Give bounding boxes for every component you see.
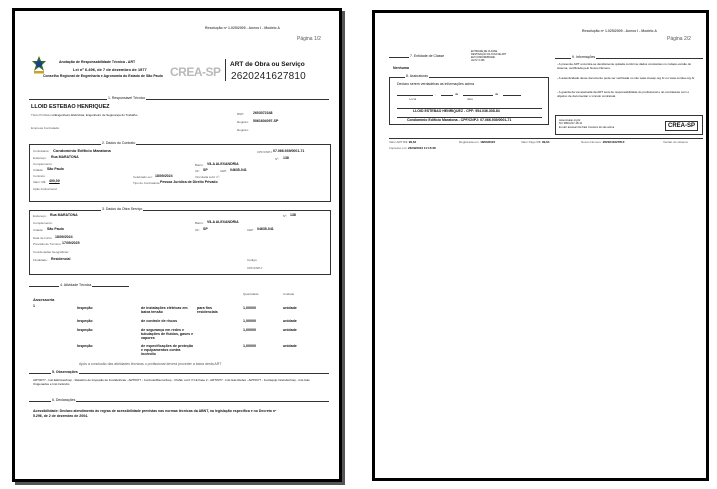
start-date-value: 18/09/2024 xyxy=(55,235,73,239)
title-value: Engenheiro Eletricista, Engenheiro de Segurança do Trabalho xyxy=(55,113,138,117)
section-6-title: 6. Declarações xyxy=(52,398,76,402)
work-address-value: Rua MARATONA xyxy=(50,213,78,217)
activity-object: de especificações de proteção e equipamentos contra incêndio xyxy=(141,344,194,357)
rnp-label: RNP: xyxy=(237,112,245,116)
section-2-title: 2. Dados do Contrato xyxy=(102,141,136,145)
work-cpf-label: CPF/CNPJ: xyxy=(247,266,263,270)
activity-type: Inspeção xyxy=(77,328,93,332)
contract-cpf-label: CPF/CNPJ: xyxy=(257,150,273,154)
rnp-value: 2603072348 xyxy=(253,111,273,115)
contract-city-label: Cidade: xyxy=(33,168,44,172)
info-item: - A presente ART encontra-se devidamente quitada conforme dados constantes no rodapé-versão do sistema, certificada pelo Nosso Número. xyxy=(557,62,692,70)
work-city-label: Cidade: xyxy=(33,228,44,232)
activity-group-num: 1 xyxy=(33,304,35,308)
our-number-value: 2620241627810 xyxy=(602,140,625,144)
art-number: 2620241627810 xyxy=(231,71,306,82)
action-label: Ação Institucional: xyxy=(33,187,58,191)
activity-qty: 1,00000 xyxy=(243,344,256,348)
declarations-text: Acessibilidade: Declaro atendimento às regras de acessibilidade previstas nas normas técnicas da ABNT, na legislação específica e no Decreto nº 5.296, de 2 de dezembro de 2004. xyxy=(33,409,277,418)
activity-type: Inspeção xyxy=(77,306,93,310)
unit-header: Unidade xyxy=(283,292,295,296)
class-entity-note: LEI Nº 6.496 xyxy=(471,59,485,62)
class-entity-note: DESTINAÇÃO DA TAXA DE ART xyxy=(471,53,507,56)
activity-type: Inspeção xyxy=(77,319,93,323)
printed-label: Impresso em: xyxy=(389,146,408,150)
document-page-1 xyxy=(12,8,342,482)
contract-address-value: Rua MARATONA xyxy=(51,155,79,159)
professional-name: LLOID ESTEBAO HENRIQUEZ xyxy=(31,104,110,110)
activity-group: Assessoria xyxy=(33,297,55,302)
contract-city-value: São Paulo xyxy=(47,167,64,171)
law-line-2: Lei nº 6.496, de 7 de dezembro de 1977 xyxy=(73,67,147,72)
paid-group xyxy=(521,141,549,144)
page-number-2: Página 2/2 xyxy=(667,36,691,42)
system-version: Versão do sistema xyxy=(663,140,688,144)
contract-uf-label: UF: xyxy=(195,169,200,173)
activity-unit: unidade xyxy=(283,306,297,310)
our-number-group xyxy=(581,141,624,144)
section-3-title: 3. Dados da Obra Serviço xyxy=(102,207,143,211)
contract-value-label: Valor: R$ xyxy=(33,180,46,184)
activity-object: de controle de riscos xyxy=(141,319,178,323)
contractor-type-value: Pessoa Jurídica de Direito Privado xyxy=(160,180,218,184)
paid-label: Valor Pago R$: xyxy=(521,140,542,144)
signer-contractor: Condomínio Edifício Maratona - CPF/CNPJ: 07.066.939/0001-71 xyxy=(407,118,512,122)
work-num-label: Nº: xyxy=(283,214,288,218)
our-number-label: Nosso Numero: xyxy=(581,140,602,144)
work-address-label: Endereço: xyxy=(33,214,47,218)
contact-line: Tel: 0800-017-18-11 xyxy=(559,122,583,126)
activity-goal: para fins residenciais xyxy=(197,306,218,315)
work-num-value: 138 xyxy=(290,213,296,217)
registration-2-label: Registro: xyxy=(237,128,250,132)
contract-label: Contrato: xyxy=(33,174,46,178)
activity-qty: 1,00000 xyxy=(243,306,256,310)
section-5-title: 5. Observações xyxy=(52,370,78,374)
contract-num-value: 138 xyxy=(283,156,289,160)
info-item: - A autenticidade deste documento pode ser verificada no site www.creasp.org.br ou www.confea.org.br xyxy=(557,76,695,80)
council-name: Conselho Regional de Engenharia e Agronomia do Estado de São Paulo xyxy=(43,74,163,78)
work-cep-label: CEP: xyxy=(247,228,255,232)
work-district-value: VILA ALEXANDRIA xyxy=(207,220,239,224)
company-label: Empresa Contratada: xyxy=(31,126,60,130)
title-label: Título Profissional: xyxy=(31,113,56,117)
document-page-2: Resolução nº 1.025/2009 - Anexo I - Modelo A Página 2/2 7. Entidade de Classe Nenhuma ENTIDADE DE CLASSE DESTINAÇÃO DA TAXA DE ART EM CONFORMIDADE LEI Nº 6.496 8. Assinaturas Declaro serem verdadeiras as informações acima , de de Local data LLOID ESTEBAO HENRIQUEZ - CPF: 954.036.308-84 Condomínio Edifício Maratona - CPF/CNPJ: 07.066.939/0001-71 9. Informações - A presente ART encontra-se devidamente quitada conforme dados constantes no rodapé-versão do sistema, certificada pelo Nosso Número. - A autenticidade deste documento pode ser verificada no site www.creasp.org.br ou www.confea.org.br - A guarda da via assinada da ART será de responsabilidade do profissional e do contratante com o objetivo de documentar o vínculo contratual. www.creasp.org.br Tel: 0800-017-18-11 E-mail: acessar link Fale Conosco do site acima CREA-SP Valor ART R$: 99,64 Registrada em: 18/09/2024 Valor Pago R$: 99,64 Nosso Numero: 2620241627810 Versão do sistema Impresso em: 23/09/2024 11:15:38 xyxy=(372,10,709,481)
class-entity-notes xyxy=(471,50,506,62)
work-uf-value: SP xyxy=(203,227,208,231)
contact-line: www.creasp.org.br xyxy=(559,119,581,122)
crea-sp-logo: CREA-SP xyxy=(170,65,221,79)
contract-cep-value: 04635-041 xyxy=(230,168,247,172)
resolution-header-2: Resolução nº 1.025/2009 - Anexo I - Modelo A xyxy=(582,29,657,33)
section-1-title: 1. Responsável Técnico xyxy=(108,96,146,100)
activity-unit: unidade xyxy=(283,319,297,323)
date-label: data xyxy=(467,97,473,101)
registered-group xyxy=(459,141,495,144)
observations-text: ART0077 - Inst.Elétricas/Insp - Relatório de Inspeção de Inst.Elétricas - ART0077 - Controle/Riscos/Insp - CNAE: conf. P.I.E Fase 2 - ART0077 - Inst.Gás Redes - ART0077 - Inst.Equip.Incêndio/Insp - Inst.Gás Oxigenados e Inst.Incêndio xyxy=(33,378,310,386)
paid-value: 99,64 xyxy=(541,140,550,144)
contractor-value: Condomínio Edifício Maratona xyxy=(53,148,111,153)
registered-label: Registrada em: xyxy=(459,140,480,144)
activity-object: de segurança em redes e tubulações de fluidos, gases e vapores xyxy=(141,328,194,341)
quantity-header: Quantidade xyxy=(243,292,259,296)
activity-unit: unidade xyxy=(283,344,297,348)
code-label: Código: xyxy=(247,258,258,262)
section-9-title: 9. Informações xyxy=(572,55,596,59)
registration-value: 5061604097-SP xyxy=(253,119,279,123)
printed-value: 23/09/2024 11:15:38 xyxy=(408,146,436,150)
contract-value: 400,00 xyxy=(49,179,60,183)
footer-row xyxy=(389,141,416,144)
registration-label: Registro: xyxy=(237,120,250,124)
signed-date-label: Celebrado em: xyxy=(133,175,153,179)
work-district-label: Bairro: xyxy=(195,221,204,225)
contract-num-label: Nº: xyxy=(275,157,280,161)
activity-type: Inspeção xyxy=(77,344,93,348)
section-8-title: 8. Assinaturas xyxy=(406,74,428,78)
work-cep-value: 04635-041 xyxy=(257,227,274,231)
linked-art-label: Vinculada à Art nº: xyxy=(195,175,220,179)
contract-district-value: VILA ALEXANDRIA xyxy=(207,162,239,166)
contract-cep-label: CEP: xyxy=(220,169,228,173)
end-date-label: Previsão de Término: xyxy=(33,242,62,246)
coords-label: Coordenadas Geográficas: xyxy=(33,250,69,254)
art-value-label: Valor ART R$: xyxy=(389,140,408,144)
contract-complement-label: Complemento: xyxy=(33,162,53,166)
activity-note: Após a conclusão das atividades técnicas o profissional deverá proceder a baixa desta ART xyxy=(79,362,222,366)
work-uf-label: UF: xyxy=(195,228,200,232)
contract-uf-value: SP xyxy=(203,168,208,172)
activity-object: de instalações elétricas em baixa tensão xyxy=(141,306,188,315)
end-date-value: 17/09/2025 xyxy=(62,241,80,245)
contractor-type-label: Tipo de Contratante: xyxy=(133,181,161,185)
activity-qty: 1,00000 xyxy=(243,319,256,323)
law-line-1: Anotação de Responsabilidade Técnica - ART xyxy=(59,60,136,64)
crea-sp-logo-2: CREA-SP xyxy=(665,121,698,131)
registered-value: 18/09/2024 xyxy=(480,140,496,144)
contact-line: E-mail: acessar link Fale Conosco do site acima xyxy=(559,125,615,129)
contract-address-label: Endereço: xyxy=(33,156,47,160)
section-4-title: 4. Atividade Técnica xyxy=(60,283,92,287)
activity-unit: unidade xyxy=(283,328,297,332)
brazil-coat-of-arms-icon xyxy=(31,55,47,75)
art-title: ART de Obra ou Serviço xyxy=(230,61,305,68)
resolution-header: Resolução nº 1.025/2009 - Anexo I - Modelo A xyxy=(205,26,280,30)
page-number: Página 1/2 xyxy=(297,36,321,42)
work-city-value: São Paulo xyxy=(47,227,64,231)
signer-professional: LLOID ESTEBAO HENRIQUEZ - CPF: 954.036.308-84 xyxy=(413,109,500,113)
contact-lines xyxy=(559,119,614,129)
start-date-label: Data de Início: xyxy=(33,236,53,240)
printed-group xyxy=(389,147,436,150)
class-entity-note: EM CONFORMIDADE xyxy=(471,56,495,59)
local-label: Local xyxy=(409,97,417,101)
section-7-title: 7. Entidade de Classe xyxy=(410,54,445,58)
class-entity-value: Nenhuma xyxy=(393,66,409,70)
contractor-label: Contratante: xyxy=(33,149,50,153)
contract-cpf-value: 07.066.939/0001-71 xyxy=(273,149,305,153)
contract-district-label: Bairro: xyxy=(195,163,204,167)
art-value: 99,64 xyxy=(408,140,417,144)
activity-qty: 1,00000 xyxy=(243,328,256,332)
purpose-value: Residencial xyxy=(51,257,71,261)
class-entity-note: ENTIDADE DE CLASSE xyxy=(471,50,498,53)
info-item: - A guarda da via assinada da ART será de responsabilidade do profissional e do contratante com o objetivo de documentar o vínculo contratual. xyxy=(557,90,690,98)
purpose-label: Finalidade: xyxy=(33,258,48,262)
declaration-line: Declaro serem verdadeiras as informações acima xyxy=(397,82,475,86)
signed-date-value: 18/09/2024 xyxy=(155,174,173,178)
work-complement-label: Complemento: xyxy=(33,221,53,225)
